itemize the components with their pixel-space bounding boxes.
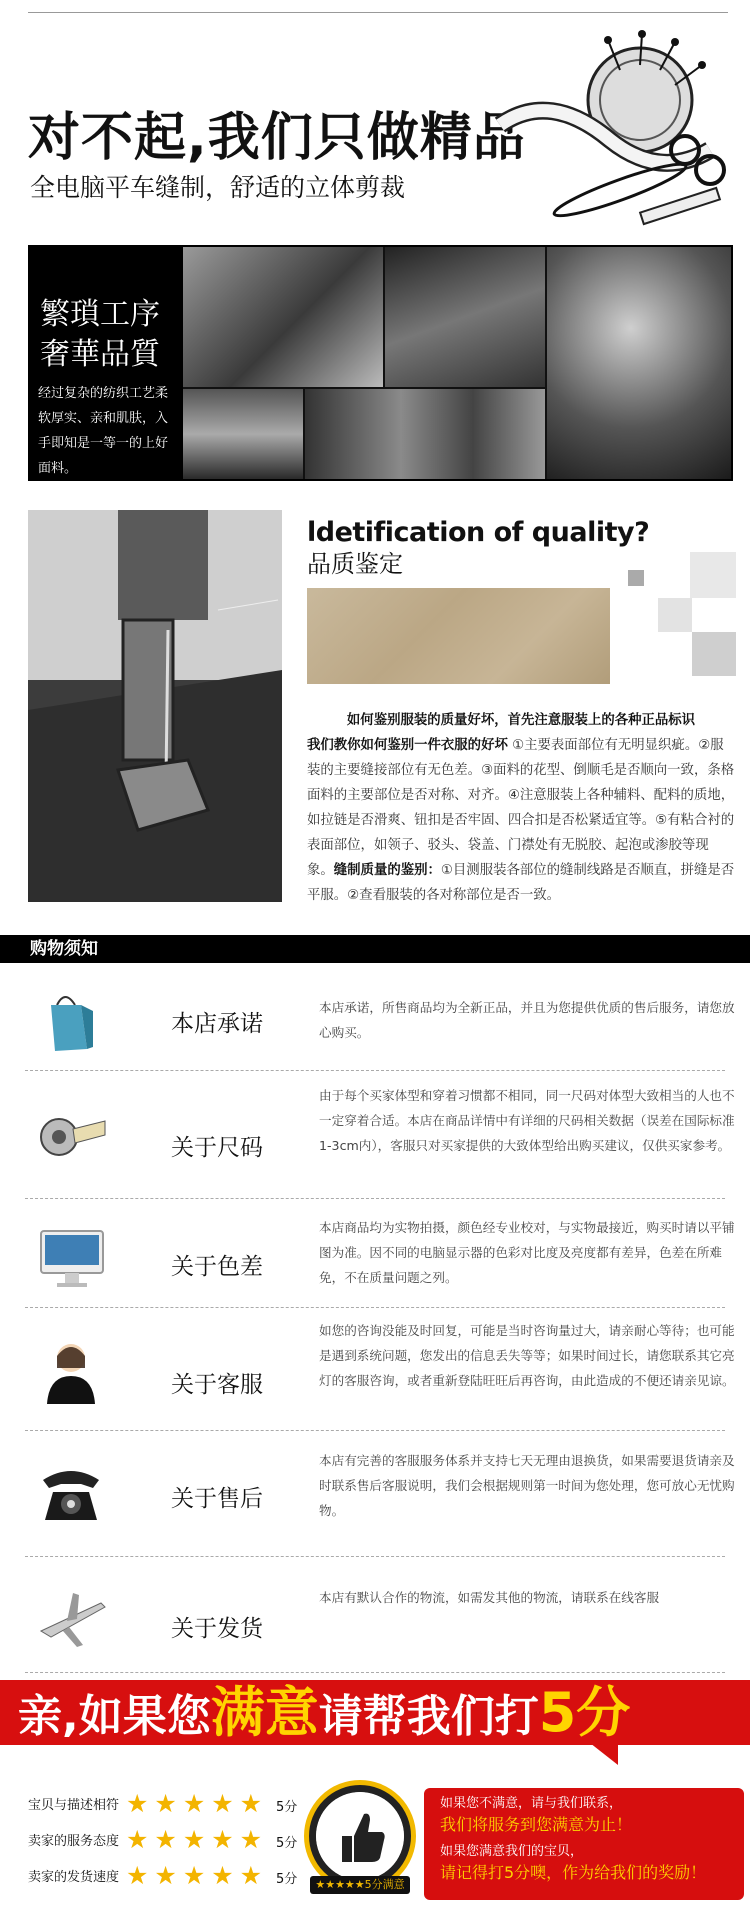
quality-title-en: ldetification of quality? <box>307 517 650 548</box>
monitor-icon <box>35 1221 107 1293</box>
photo-tailoring <box>385 247 545 387</box>
notice-bar <box>0 935 750 963</box>
notice-label: 关于色差 <box>171 1254 263 1280</box>
photo-sewing-hands <box>183 247 383 387</box>
notice-title: 购物须知 <box>30 939 98 959</box>
craft-heading-line2: 奢華品質 <box>40 337 160 372</box>
craft-collage <box>28 245 733 481</box>
customer-service-icon <box>35 1334 107 1406</box>
craft-text-panel <box>30 247 183 479</box>
rating-banner-text <box>18 1682 630 1748</box>
notice-label: 关于客服 <box>171 1372 263 1398</box>
rating-label: 卖家的服务态度 <box>28 1834 120 1849</box>
promise-line1: 如果您不满意，请与我们联系， <box>440 1796 623 1811</box>
shopping-bag-icon <box>35 983 107 1055</box>
quality-text1: ①主要表面部位有无明显织疵。②服装的主要缝接部位有无色差。③面料的花型、倒顺毛是否顺向一致，条格面料的主要部位是否对称、对齐。④注意服装上各种辅料、配料的质地，如拉链是否滑爽、钮扣是否牢固、四合扣是否松紧适宜等。⑤有粘合衬的表面部位，如领子、驳头、袋盖、门襟处有无脱胶、起泡或渗胶等现象。 <box>307 738 735 878</box>
thumbs-up-icon <box>316 1792 404 1880</box>
dashed-divider <box>25 1672 725 1673</box>
telephone-icon <box>35 1458 107 1530</box>
dashed-divider <box>25 1556 725 1557</box>
notice-item <box>25 1316 735 1426</box>
notice-desc: 由于每个买家体型和穿着习惯都不相同，同一尺码对体型大致相当的人也不一定穿着合适。本店在商品详情中有详细的尺码相关数据（误差在国际标准1-3cm内），客服只对买家提供的大致体型给出购买建议，仅供买家参考。 <box>319 1088 735 1153</box>
top-divider <box>28 12 728 13</box>
notice-item <box>25 1077 735 1187</box>
notice-label: 关于尺码 <box>171 1135 263 1161</box>
rating-label: 宝贝与描述相符 <box>28 1798 120 1813</box>
promise-line4: 请记得打5分噢，作为给我们的奖励！ <box>440 1863 707 1882</box>
photo-craftsman-closeup <box>547 247 733 479</box>
quality-lead: 如何鉴别服装的质量好坏，首先注意服装上的各种正品标识 <box>346 713 696 728</box>
quality-bold2: 缝制质量的鉴别： <box>333 863 441 878</box>
craft-body: 经过复杂的纺织工艺柔软厚实、亲和肌肤，入手即知是一等一的上好面料。 <box>38 386 169 476</box>
quality-body <box>307 708 735 908</box>
dashed-divider <box>25 1198 725 1199</box>
notice-label: 关于发货 <box>171 1616 263 1642</box>
notice-item <box>25 1203 735 1313</box>
notice-item <box>25 965 735 1075</box>
rating-row <box>28 1790 308 1820</box>
notice-item <box>25 1565 725 1675</box>
craft-heading-line1: 繁瑣工序 <box>40 297 160 332</box>
rating-row <box>28 1826 308 1856</box>
banner-text-mid: 请帮我们打 <box>318 1691 539 1742</box>
sewing-machine-needle-photo <box>28 510 282 902</box>
dashed-divider <box>25 1070 725 1071</box>
promise-line3: 如果您满意我们的宝贝， <box>440 1844 584 1859</box>
rating-label: 卖家的发货速度 <box>28 1870 120 1885</box>
rating-row <box>28 1862 308 1892</box>
star-rating: ★★★★★ <box>126 1861 269 1890</box>
notice-label: 关于售后 <box>171 1486 263 1512</box>
quality-text2: ①目测服装各部位的缝制线路是否顺直，拼缝是否平服。②查看服装的各对称部位是否一致。 <box>307 863 735 903</box>
decor-square <box>658 598 692 632</box>
dashed-divider <box>25 1307 725 1308</box>
decor-square <box>692 632 736 676</box>
notice-desc: 如您的咨询没能及时回复，可能是当时咨询量过大，请亲耐心等待；也可能是遇到系统问题，您发出的信息丢失等等；如果时间过长，请您联系其它亮灯的客服咨询，或者重新登陆旺旺后再咨询，由此造成的不便还请亲见谅。 <box>319 1323 735 1388</box>
notice-item <box>25 1440 735 1550</box>
tape-measure-icon <box>35 1095 107 1167</box>
star-rating: ★★★★★ <box>126 1789 269 1818</box>
rating-score: 5分 <box>276 1836 298 1851</box>
banner-text-highlight: 满意 <box>210 1681 319 1744</box>
notice-desc: 本店承诺，所售商品均为全新正品，并且为您提供优质的售后服务，请您放心购买。 <box>319 1000 735 1040</box>
star-rating: ★★★★★ <box>126 1825 269 1854</box>
fabric-swatch <box>307 588 610 684</box>
dashed-divider <box>25 1430 725 1431</box>
rating-score: 5分 <box>276 1800 298 1815</box>
decor-square <box>628 570 644 586</box>
hero-title: 对不起,我们只做精品 <box>28 108 526 168</box>
badge-label: ★★★★★5分满意 <box>310 1876 410 1894</box>
hero-subtitle: 全电脑平车缝制，舒适的立体剪裁 <box>30 173 406 202</box>
promise-line2: 我们将服务到您满意为止！ <box>440 1815 633 1834</box>
rating-score: 5分 <box>276 1872 298 1887</box>
craft-heading <box>40 295 160 375</box>
quality-lead2: 我们教你如何鉴别一件衣服的好坏 <box>307 738 508 753</box>
banner-text-pre: 亲,如果您 <box>18 1691 211 1742</box>
quality-title-cn: 品质鉴定 <box>307 550 403 578</box>
notice-desc: 本店有默认合作的物流，如需发其他的物流，请联系在线客服 <box>319 1590 660 1605</box>
photo-workshop-elder <box>183 389 303 479</box>
notice-desc: 本店有完善的客服服务体系并支持七天无理由退换货，如果需要退货请亲及时联系售后客服说明，我们会根据规则第一时间为您处理，您可放心无忧购物。 <box>319 1453 735 1518</box>
sewing-tools-illustration <box>490 30 730 230</box>
notice-desc: 本店商品均为实物拍摄，颜色经专业校对，与实物最接近，购买时请以平铺图为准。因不同的电脑显示器的色彩对比度及亮度都有差异，色差在所难免，不在质量问题之列。 <box>319 1220 735 1285</box>
photo-workshop-floor <box>305 389 545 479</box>
banner-text-five: 5分 <box>538 1681 631 1744</box>
notice-label: 本店承诺 <box>171 1011 263 1037</box>
airplane-icon <box>35 1583 107 1655</box>
decor-square <box>690 552 736 598</box>
